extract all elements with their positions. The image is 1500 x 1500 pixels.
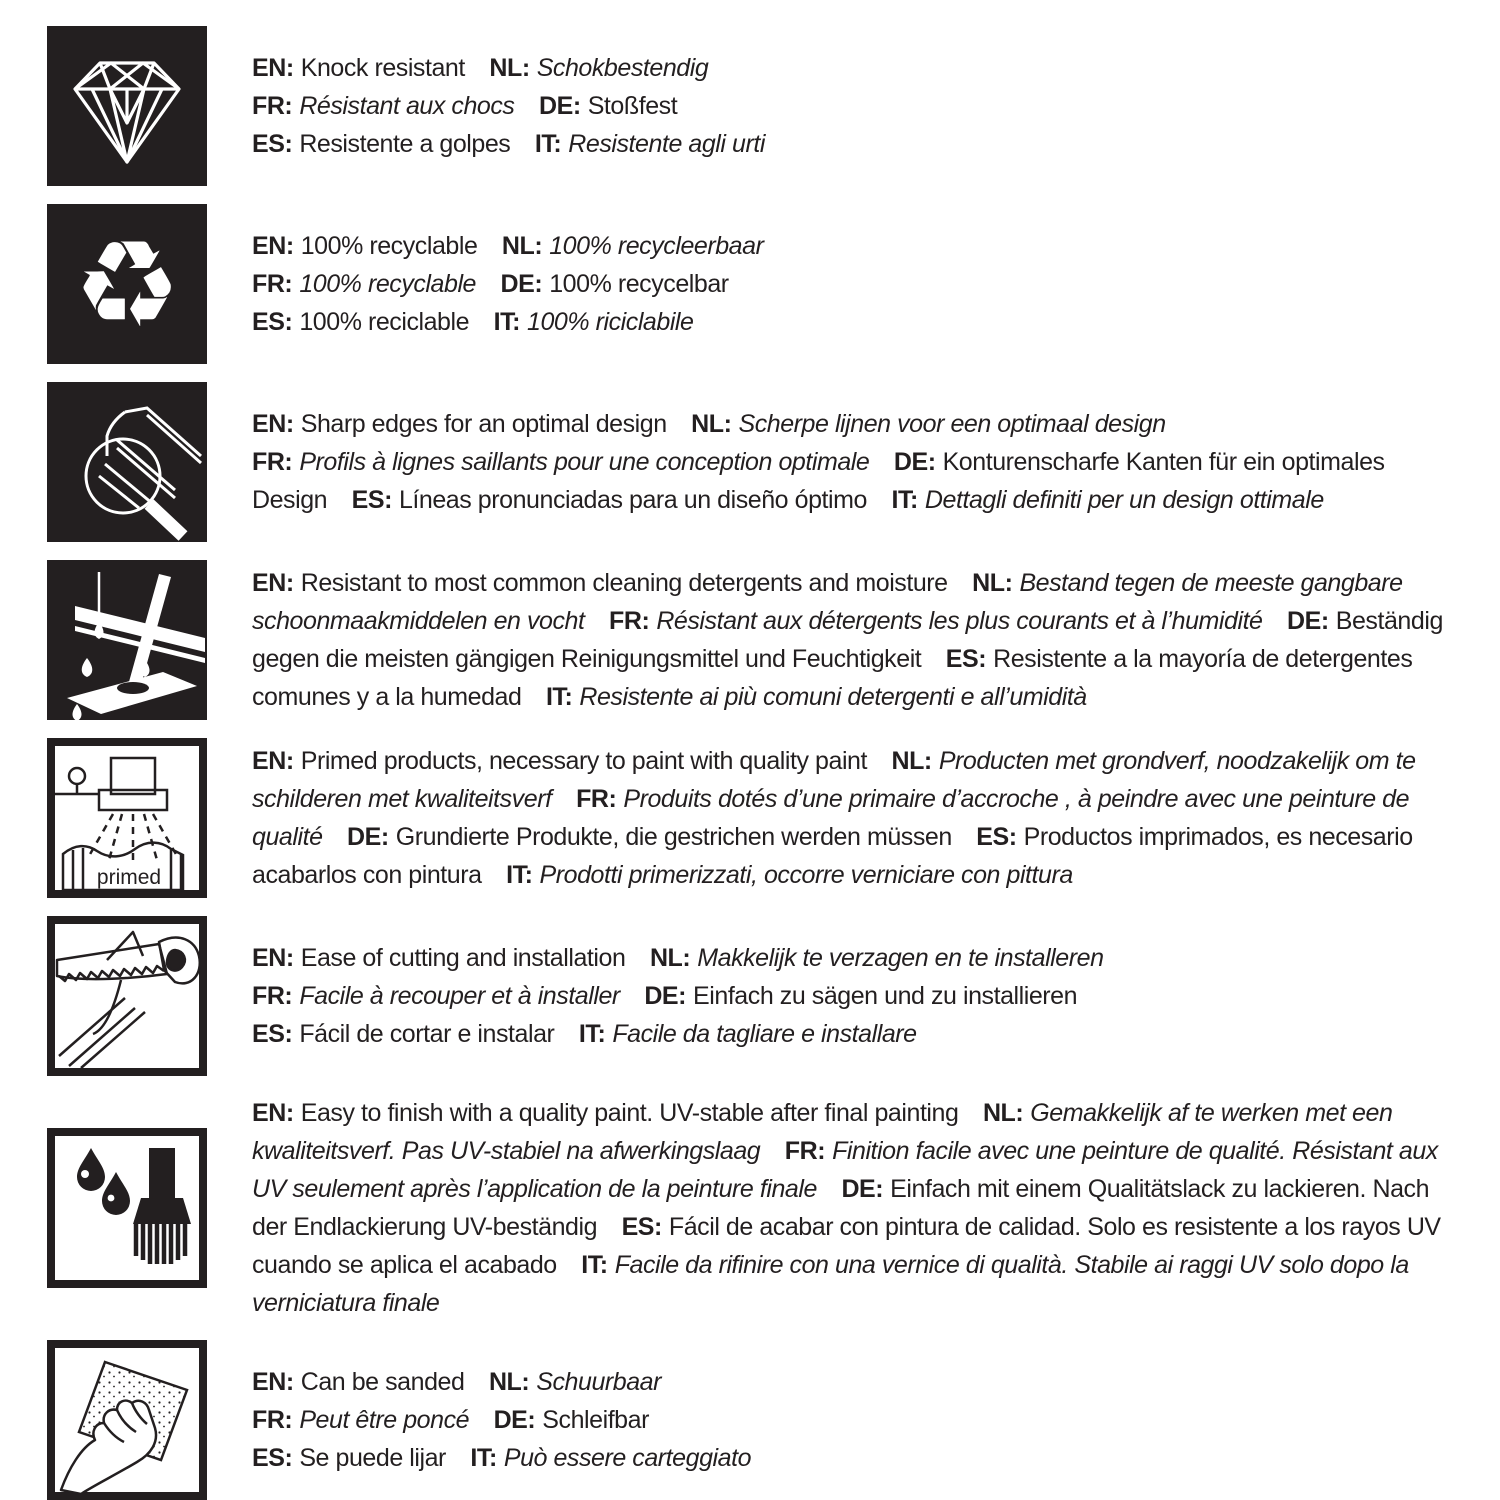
lang-label-en: EN: bbox=[252, 1099, 294, 1127]
lang-label-es: ES: bbox=[351, 486, 392, 514]
paint-brush-drops-icon bbox=[47, 1128, 207, 1288]
lang-text-es: Resistente a golpes bbox=[299, 130, 511, 158]
diamond-icon bbox=[47, 26, 207, 186]
lang-label-en: EN: bbox=[252, 944, 294, 972]
lang-text-de: Grundierte Produkte, die gestrichen werden müssen bbox=[395, 823, 952, 851]
lang-label-nl: NL: bbox=[972, 569, 1013, 597]
lang-text-nl: Gemakkelijk af te werken met een kwaliteitsverf. Pas UV-stabiel na afwerkingslaag bbox=[252, 1099, 1393, 1165]
lang-text-fr: Résistant aux détergents les plus courants et à l’humidité bbox=[656, 607, 1263, 635]
row-detergent-resistant bbox=[47, 560, 1465, 720]
lang-label-fr: FR: bbox=[252, 1406, 293, 1434]
lang-text-it: Può essere carteggiato bbox=[503, 1444, 752, 1472]
lang-label-fr: FR: bbox=[576, 785, 617, 813]
row-text-primed-products bbox=[252, 742, 1465, 894]
lang-label-fr: FR: bbox=[609, 607, 650, 635]
lang-text-it: Dettagli definiti per un design ottimale bbox=[924, 486, 1324, 514]
lang-text-de: Stoßfest bbox=[587, 92, 678, 120]
row-sharp-edges bbox=[47, 382, 1465, 542]
lang-label-en: EN: bbox=[252, 569, 294, 597]
lang-label-es: ES: bbox=[252, 1020, 293, 1048]
lang-text-fr: Peut être poncé bbox=[299, 1406, 470, 1434]
lang-label-es: ES: bbox=[252, 1444, 293, 1472]
row-text-easy-cutting bbox=[252, 939, 1465, 1053]
lang-label-es: ES: bbox=[252, 130, 293, 158]
lang-label-de: DE: bbox=[500, 270, 543, 298]
lang-label-nl: NL: bbox=[691, 410, 732, 438]
row-easy-to-finish bbox=[47, 1094, 1465, 1322]
lang-text-fr: Profils à lignes saillants pour une conception optimale bbox=[299, 448, 870, 476]
lang-label-it: IT: bbox=[545, 683, 573, 711]
lang-label-fr: FR: bbox=[252, 982, 293, 1010]
lang-label-nl: NL: bbox=[649, 944, 691, 972]
lang-text-es: Líneas pronunciadas para un diseño óptimo bbox=[398, 486, 867, 514]
lang-text-de: Einfach zu sägen und zu installieren bbox=[693, 982, 1078, 1010]
lang-label-es: ES: bbox=[252, 308, 293, 336]
row-recyclable bbox=[47, 204, 1465, 364]
magnifier-edge-icon bbox=[47, 382, 207, 542]
lang-text-fr: 100% recyclable bbox=[299, 270, 476, 298]
row-text-easy-to-finish bbox=[252, 1094, 1465, 1322]
lang-text-en: Easy to finish with a quality paint. UV-stable after final painting bbox=[300, 1099, 959, 1127]
lang-label-es: ES: bbox=[976, 823, 1017, 851]
lang-text-nl: 100% recycleerbaar bbox=[549, 232, 764, 260]
lang-label-fr: FR: bbox=[252, 448, 293, 476]
lang-text-en: Knock resistant bbox=[300, 54, 465, 82]
lang-text-en: 100% recyclable bbox=[300, 232, 478, 260]
lang-label-es: ES: bbox=[621, 1213, 662, 1241]
lang-text-nl: Schokbestendig bbox=[536, 54, 709, 82]
lang-text-nl: Producten met grondverf, noodzakelijk om te schilderen met kwaliteitsverf bbox=[252, 747, 1416, 813]
lang-label-en: EN: bbox=[252, 54, 294, 82]
lang-label-nl: NL: bbox=[501, 232, 543, 260]
lang-label-it: IT: bbox=[578, 1020, 606, 1048]
primer-spray-icon bbox=[47, 738, 207, 898]
lang-text-fr: Facile à recouper et à installer bbox=[299, 982, 620, 1010]
lang-text-es: Fácil de cortar e instalar bbox=[299, 1020, 555, 1048]
lang-text-fr: Résistant aux chocs bbox=[299, 92, 515, 120]
lang-label-fr: FR: bbox=[252, 92, 293, 120]
lang-label-de: DE: bbox=[493, 1406, 536, 1434]
lang-label-it: IT: bbox=[581, 1251, 608, 1279]
primed-label: primed bbox=[96, 866, 162, 889]
lang-label-fr: FR: bbox=[784, 1137, 826, 1165]
lang-text-nl: Bestand tegen de meeste gangbare schoonmaakmiddelen en vocht bbox=[252, 569, 1403, 635]
lang-text-fr: Produits dotés d’une primaire d’accroche , à peindre avec une peinture de qualité bbox=[252, 785, 1410, 851]
lang-label-nl: NL: bbox=[488, 1368, 530, 1396]
saw-icon bbox=[47, 916, 207, 1076]
lang-label-it: IT: bbox=[534, 130, 562, 158]
lang-label-it: IT: bbox=[470, 1444, 497, 1472]
lang-text-fr: Finition facile avec une peinture de qualité. Résistant aux UV seulement après l’application de la peinture finale bbox=[252, 1137, 1438, 1203]
lang-label-nl: NL: bbox=[982, 1099, 1024, 1127]
lang-label-en: EN: bbox=[252, 410, 294, 438]
lang-text-en: Sharp edges for an optimal design bbox=[300, 410, 667, 438]
lang-text-en: Resistant to most common cleaning detergents and moisture bbox=[300, 569, 948, 597]
lang-text-it: Facile da tagliare e installare bbox=[612, 1020, 917, 1048]
row-text-sharp-edges bbox=[252, 405, 1465, 519]
lang-text-es: Productos imprimados, es necesario acabarlos con pintura bbox=[252, 823, 1413, 889]
lang-label-de: DE: bbox=[1287, 607, 1329, 635]
lang-label-en: EN: bbox=[252, 232, 294, 260]
sanding-hand-icon bbox=[47, 1340, 207, 1500]
row-easy-cutting bbox=[47, 916, 1465, 1076]
lang-label-en: EN: bbox=[252, 747, 294, 775]
lang-text-de: Einfach mit einem Qualitätslack zu lackieren. Nach der Endlackierung UV-beständig bbox=[252, 1175, 1430, 1241]
row-primed-products bbox=[47, 738, 1465, 898]
row-text-recyclable bbox=[252, 227, 1465, 341]
lang-text-it: Prodotti primerizzati, occorre verniciare con pittura bbox=[539, 861, 1073, 889]
lang-label-fr: FR: bbox=[252, 270, 293, 298]
lang-label-de: DE: bbox=[644, 982, 687, 1010]
lang-label-it: IT: bbox=[506, 861, 533, 889]
lang-text-en: Can be sanded bbox=[300, 1368, 465, 1396]
recycle-glyph: ♻ bbox=[73, 216, 181, 355]
lang-text-de: Konturenscharfe Kanten für ein optimales Design bbox=[252, 448, 1385, 514]
lang-text-nl: Scherpe lijnen voor een optimaal design bbox=[738, 410, 1166, 438]
lang-text-es: Se puede lijar bbox=[299, 1444, 446, 1472]
lang-text-nl: Schuurbaar bbox=[536, 1368, 662, 1396]
lang-label-nl: NL: bbox=[489, 54, 530, 82]
lang-text-en: Primed products, necessary to paint with quality paint bbox=[300, 747, 867, 775]
lang-text-es: 100% reciclable bbox=[299, 308, 470, 336]
lang-text-es: Fácil de acabar con pintura de calidad. Solo es resistente a los rayos UV cuando se aplica el acabado bbox=[252, 1213, 1441, 1279]
lang-label-de: DE: bbox=[893, 448, 936, 476]
lang-label-nl: NL: bbox=[891, 747, 932, 775]
lang-label-de: DE: bbox=[538, 92, 581, 120]
mop-icon bbox=[47, 560, 207, 720]
lang-label-en: EN: bbox=[252, 1368, 294, 1396]
lang-text-it: Resistente ai più comuni detergenti e all’umidità bbox=[579, 683, 1087, 711]
lang-label-de: DE: bbox=[347, 823, 389, 851]
lang-label-it: IT: bbox=[891, 486, 918, 514]
lang-text-de: Beständig gegen die meisten gängigen Reinigungsmittel und Feuchtigkeit bbox=[252, 607, 1443, 673]
row-text-detergent-resistant bbox=[252, 564, 1465, 716]
lang-label-it: IT: bbox=[493, 308, 520, 336]
lang-label-es: ES: bbox=[945, 645, 987, 673]
lang-text-it: Resistente agli urti bbox=[568, 130, 765, 158]
row-knock-resistant bbox=[47, 26, 1465, 186]
lang-text-nl: Makkelijk te verzagen en te installeren bbox=[697, 944, 1104, 972]
lang-label-de: DE: bbox=[841, 1175, 884, 1203]
row-text-knock-resistant bbox=[252, 49, 1465, 163]
lang-text-it: 100% riciclabile bbox=[527, 308, 694, 336]
recycle-icon bbox=[47, 204, 207, 364]
row-text-can-be-sanded bbox=[252, 1363, 1465, 1477]
lang-text-de: Schleifbar bbox=[542, 1406, 649, 1434]
lang-text-en: Ease of cutting and installation bbox=[300, 944, 626, 972]
lang-text-es: Resistente a la mayoría de detergentes comunes y a la humedad bbox=[252, 645, 1413, 711]
row-can-be-sanded bbox=[47, 1340, 1465, 1500]
lang-text-de: 100% recycelbar bbox=[549, 270, 729, 298]
lang-text-it: Facile da rifinire con una vernice di qualità. Stabile ai raggi UV solo dopo la verniciatura finale bbox=[252, 1251, 1409, 1317]
